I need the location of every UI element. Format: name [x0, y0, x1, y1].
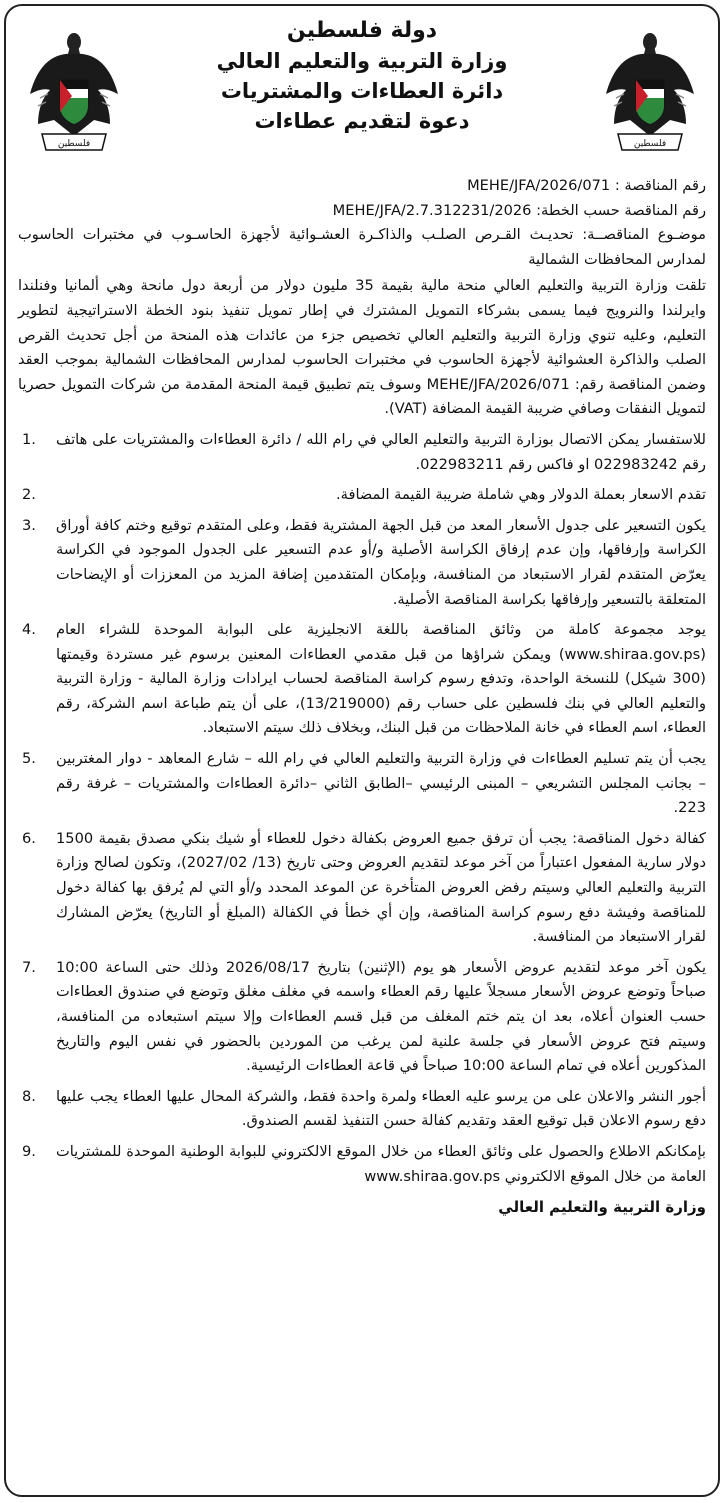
signature: وزارة التربية والتعليم العالي — [498, 1198, 706, 1217]
ministry-name: وزارة التربية والتعليم العالي — [216, 49, 508, 73]
item-text: يوجد مجموعة كاملة من وثائق المناقصة باللغة الانجليزية على البوابة الموحدة للشراء العام (www.shiraa.gov.ps) ويمكن شراؤها من قبل مقدمي العطاءات المعنين برسوم غير مستردة وقيمتها (300 شيكل) للنسخة الواحدة، وتدفع رسوم كراسة المناقصة لحساب ايرادات وزارة المالية - وزارة التربية والتعليم العالي في بنك فلسطين على حساب رقم (13/219000)، على أن يتم طباعة اسم الشركة، رقم العطاء، اسم العطاء في خانة الملاحظات من قبل البنك، وبخلاف ذلك سيتم الاستبعاد. — [56, 621, 706, 737]
plan-number-label: رقم المناقصة حسب الخطة: — [536, 201, 706, 219]
item-text: أجور النشر والاعلان على من يرسو عليه العطاء ولمرة واحدة فقط، والشركة المحال عليها العطاء يجب عليها دفع رسوم الاعلان قبل توقيع العقد وتقديم كفالة حسن التنفيذ لقسم الصندوق. — [56, 1087, 706, 1130]
item-number: 8. — [22, 1087, 36, 1105]
page-frame — [4, 4, 720, 1497]
item-text: بإمكانكم الاطلاع والحصول على وثائق العطاء من خلال الموقع الالكتروني للبوابة الوطنية الموحدة للمشتريات العامة من خلال الموقع الالكتروني www.shiraa.gov.ps — [56, 1142, 706, 1185]
emblem-caption-left: فلسطين — [57, 139, 91, 149]
item-text: يكون التسعير على جدول الأسعار المعد من قبل الجهة المشترية فقط، وعلى المتقدم توقيع وختم كافة أوراق الكراسة وإرفاقها، وإن عدم إرفاق الكراسة الأصلية و/أو عدم التسعير على الجدول الموجود في الكراسة يعرّض المتقدم لقرار الاستبعاد من المنافسة، وبإمكان المتقدمين إضافة المزيد من المعززات أو الإيضاحات المتعلقة بالتسعير وإرفاقها بكراسة المناقصة الأصلية. — [56, 516, 706, 608]
plan-number-row — [18, 199, 706, 224]
list-item — [18, 428, 706, 477]
tender-number: MEHE/JFA/2026/071 — [467, 177, 611, 194]
item-text: للاستفسار يمكن الاتصال بوزارة التربية والتعليم العالي في رام الله / دائرة العطاءات والمشتريات على هاتف رقم 022983242 او فاكس رقم 022983211. — [56, 430, 706, 473]
item-number: 1. — [22, 430, 36, 448]
document-header — [136, 16, 588, 136]
item-text: كفالة دخول المناقصة: يجب أن ترفق جميع العروض بكفالة دخول للعطاء أو شيك بنكي مصدق بقيمة 1500 دولار سارية المفعول اعتباراً من آخر موعد لتقديم العروض وحتى تاريخ (13/ 2027/02)، وتكون لصالح وزارة التربية والتعليم العالي وسيتم رفض العروض المتأخرة عن الموعد المحدد و/أو التي لم يُرفق بها كفالة دخول للمناقصة وفيشة دفع رسوم كراسة المناقصة، وإن أي خطأ في الكفالة (المبلغ أو التاريخ) يعرّض المشارك لقرار الاستبعاد من المنافسة. — [56, 829, 706, 946]
item-text: يكون آخر موعد لتقديم عروض الأسعار هو يوم (الإثنين) بتاريخ 2026/08/17 وذلك حتى الساعة 10:00 صباحاً وتوضع عروض الأسعار مسجلاً عليها رقم العطاء واسمه في مغلف مغلق وتوضع في صندوق العطاءات حسب العنوان أعلاه، بعد ان يتم ختم المغلف من قبل قسم العطاءات وإلا سيتم استبعاده من المنافسة، وسيتم فتح عروض الأسعار في جلسة علنية لمن يرغب من الموردين بالحضور في نفس اليوم والتاريخ المذكورين أعلاه في تمام الساعة 10:00 صباحاً في قاعة العطاءات الرئيسية. — [56, 958, 707, 1075]
document-title: دعوة لتقديم عطاءات — [254, 109, 470, 133]
eagle-emblem-left-icon — [24, 24, 124, 164]
conditions-list — [18, 428, 706, 1189]
item-number: 7. — [22, 958, 36, 976]
item-number: 9. — [22, 1142, 36, 1160]
state-name: دولة فلسطين — [286, 18, 438, 43]
item-text: يجب أن يتم تسليم العطاءات في وزارة التربية والتعليم العالي في رام الله – شارع المعاهد - دوار المغتربين – بجانب المجلس التشريعي – المبنى الرئيسي –الطابق الثاني –دائرة العطاءات والمشتريات – غرفة رقم 223. — [56, 750, 706, 817]
list-item — [18, 514, 706, 612]
eagle-emblem-right-icon — [600, 24, 700, 164]
item-text: تقدم الاسعار بعملة الدولار وهي شاملة ضريبة القيمة المضافة. — [336, 486, 706, 504]
palestine-emblem-icon — [600, 24, 700, 164]
list-item — [18, 483, 706, 508]
document-body — [18, 174, 706, 1220]
list-item — [18, 956, 706, 1079]
tender-number-label: رقم المناقصة : — [614, 177, 706, 194]
list-item — [18, 618, 706, 741]
emblem-caption-right: فلسطين — [633, 139, 667, 149]
item-number: 3. — [22, 516, 36, 534]
list-item — [18, 1140, 706, 1189]
tender-number-row — [18, 174, 706, 199]
item-number: 6. — [22, 829, 36, 847]
tender-subject: موضـوع المناقصــة: تحديـث القـرص الصلـب والذاكـرة العشـوائية لأجهزة الحاسـوب في مختبرات الحاسوب لمدارس المحافظات الشمالية — [18, 226, 706, 268]
plan-number: MEHE/JFA/2.7.312231/2026 — [332, 201, 532, 219]
list-item — [18, 827, 706, 950]
item-number: 4. — [22, 621, 36, 639]
department-name: دائرة العطاءات والمشتريات — [220, 79, 504, 103]
item-number: 5. — [22, 750, 36, 768]
item-number: 2. — [22, 486, 36, 504]
palestine-emblem-icon — [24, 24, 124, 164]
intro-paragraph: تلقت وزارة التربية والتعليم العالي منحة مالية بقيمة 35 مليون دولار من أربعة دول مانحة وهي ألمانيا وفنلندا وايرلندا والنرويج فيما يسمى بشركاء التمويل المشترك في إطار تمويل تنفيذ بنود الخطة الاستراتيجية لتطوير التعليم، وعليه تنوي وزارة التربية والتعليم العالي تخصيص جزء من عائدات هذه المنحة من أجل تحديث القرص الصلب والذاكرة العشوائية لأجهزة الحاسوب في مختبرات الحاسوب لمدارس المحافظات الشمالية بموجب العقد وضمن المناقصة رقم: MEHE/JFA/2026/071 وسوف يتم تطبيق قيمة المنحة المقدمة من شركات التمويل حصريا لتمويل النفقات وصافي ضريبة القيمة المضافة (VAT). — [18, 277, 707, 418]
list-item — [18, 747, 706, 821]
list-item — [18, 1085, 706, 1134]
